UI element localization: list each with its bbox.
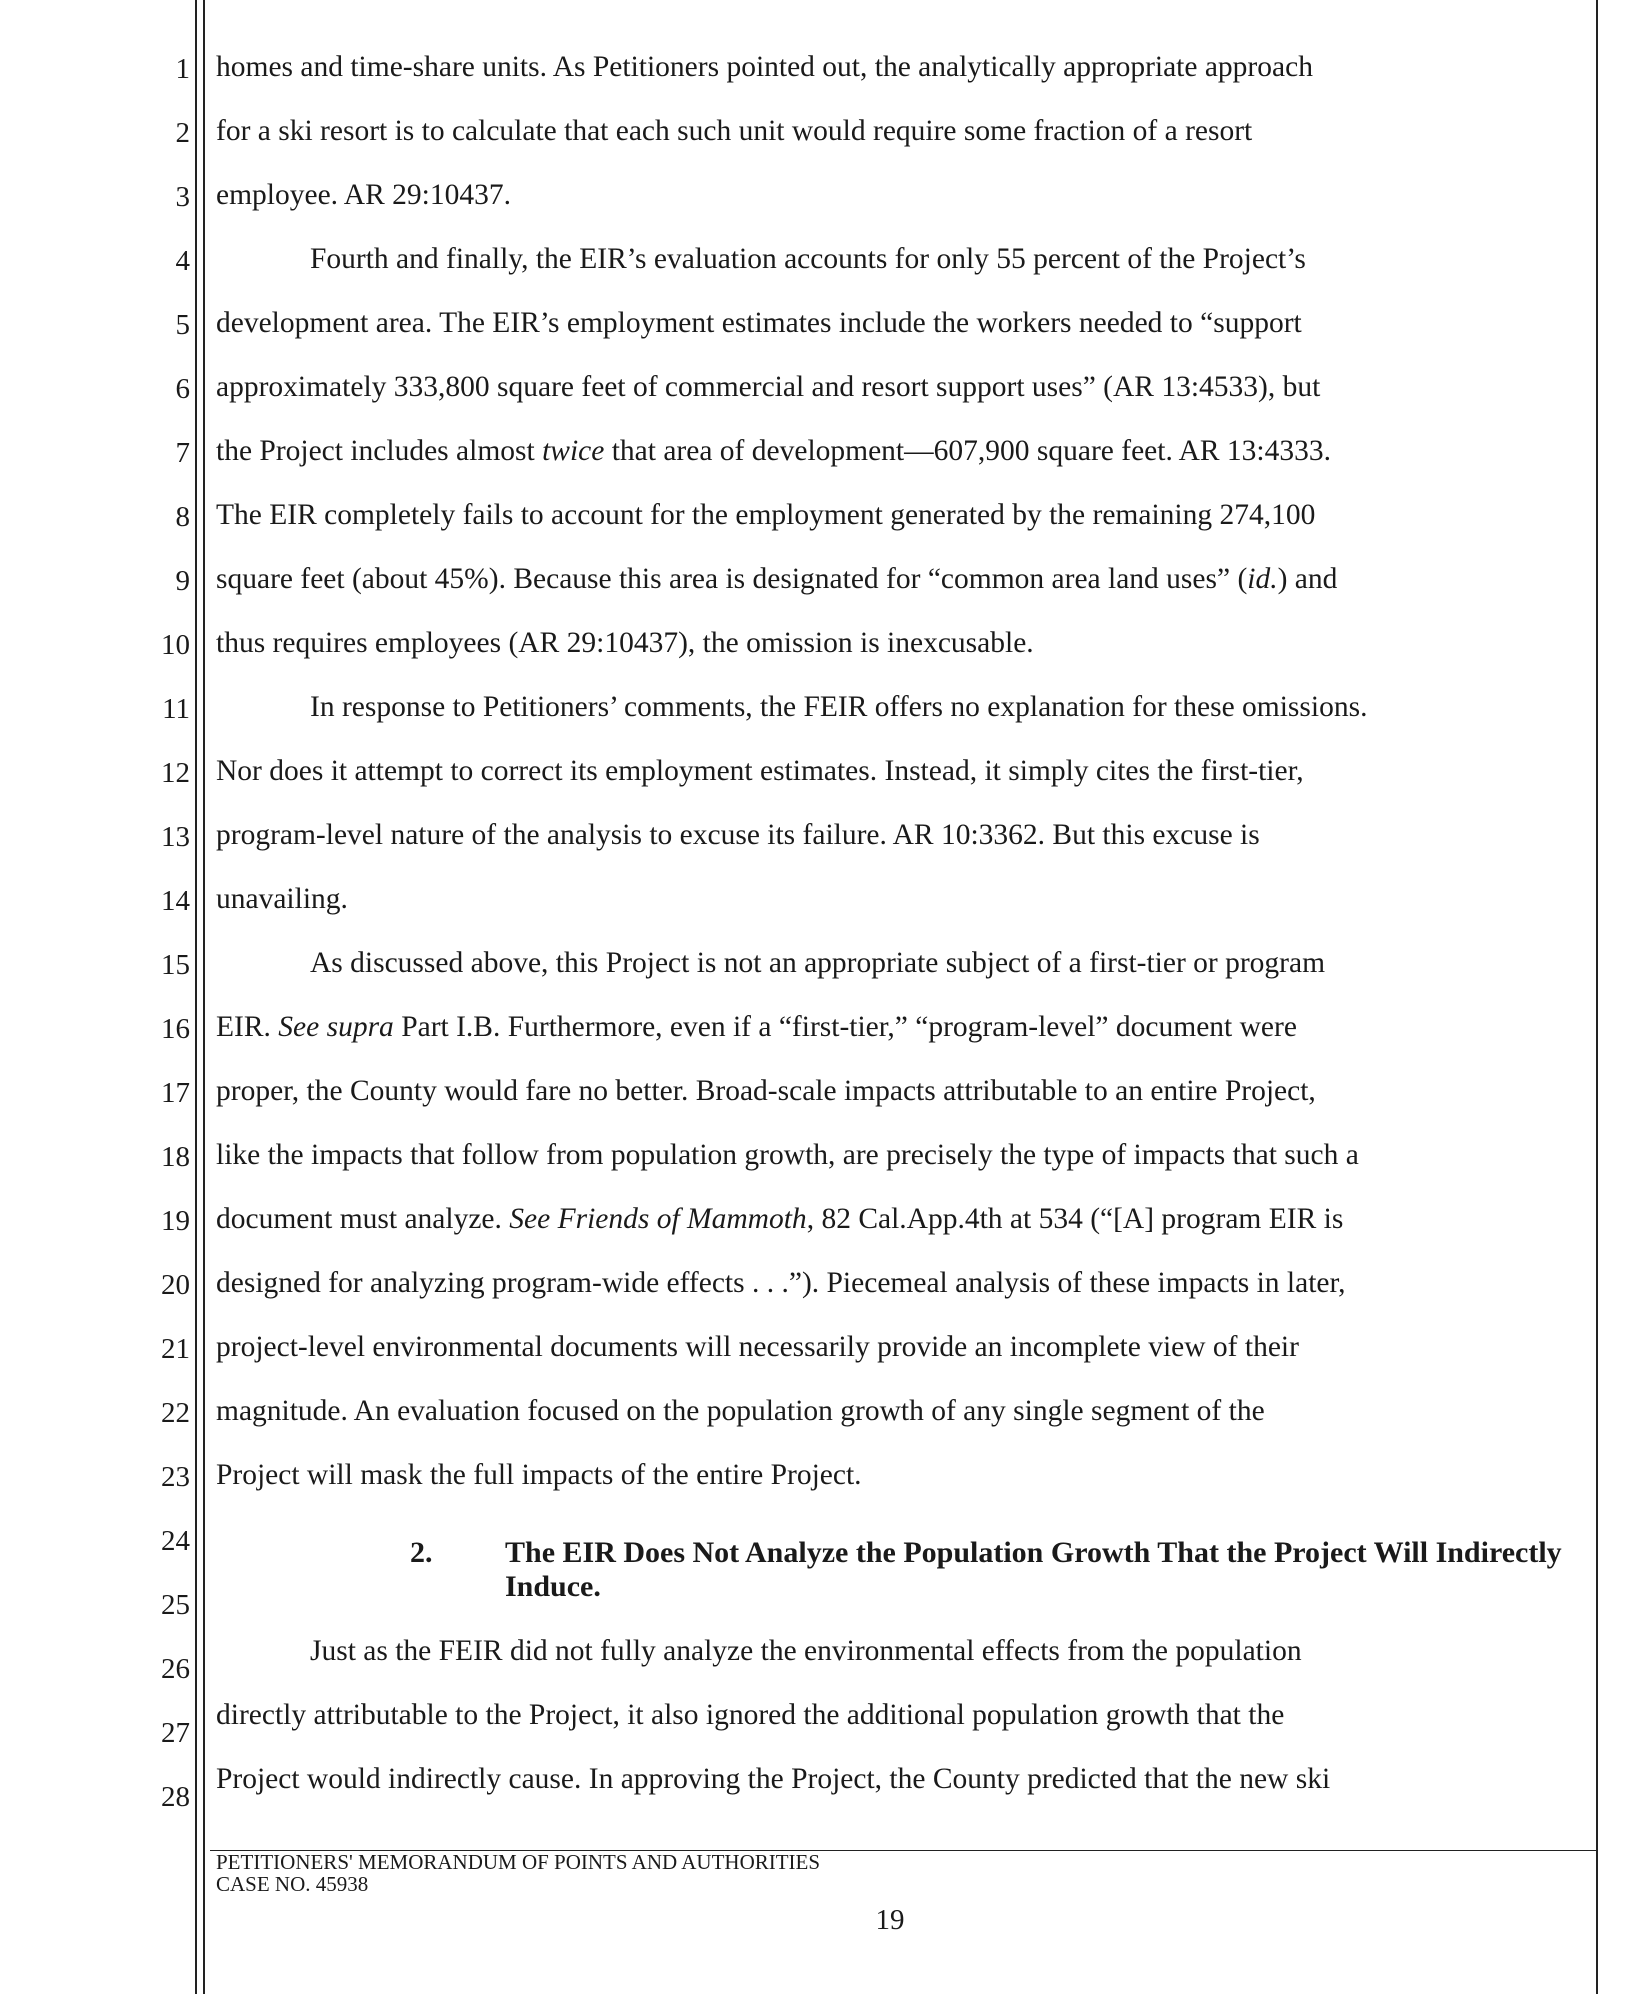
emphasis: twice bbox=[542, 435, 605, 467]
citation-italic: See supra bbox=[278, 1011, 394, 1043]
text-line bbox=[216, 562, 1337, 596]
line-number: 27 bbox=[161, 1717, 190, 1749]
text-run: Part I.B. Furthermore, even if a “first-tier,” “program-level” document were bbox=[393, 1011, 1297, 1043]
citation-italic: id. bbox=[1247, 563, 1278, 595]
section-heading: The EIR Does Not Analyze the Population Growth That the Project Will Indirectly Induce. bbox=[505, 1536, 1562, 1603]
line-number: 11 bbox=[162, 693, 190, 725]
text-line: Fourth and finally, the EIR’s evaluation accounts for only 55 percent of the Project’s bbox=[310, 243, 1306, 275]
line-number: 25 bbox=[161, 1589, 190, 1621]
left-margin-rule-inner bbox=[203, 0, 205, 1994]
line-number: 1 bbox=[175, 53, 190, 85]
line-number: 18 bbox=[161, 1141, 190, 1173]
line-number: 26 bbox=[161, 1653, 190, 1685]
line-number: 9 bbox=[175, 565, 190, 597]
text-line: designed for analyzing program-wide effects . . .”). Piecemeal analysis of these impacts in later, bbox=[216, 1267, 1346, 1299]
citation-italic: See Friends of Mammoth bbox=[509, 1203, 807, 1235]
line-number: 14 bbox=[161, 885, 190, 917]
line-number: 7 bbox=[175, 437, 190, 469]
text-line: As discussed above, this Project is not an appropriate subject of a first-tier or program bbox=[310, 947, 1326, 979]
line-number: 2 bbox=[175, 117, 190, 149]
line-number: 12 bbox=[161, 757, 190, 789]
line-number: 21 bbox=[161, 1333, 190, 1365]
left-margin-rule bbox=[195, 0, 197, 1994]
text-run: the Project includes almost bbox=[216, 435, 543, 467]
section-number: 2. bbox=[410, 1536, 433, 1569]
text-run: ) and bbox=[1277, 563, 1338, 595]
line-number: 13 bbox=[161, 821, 190, 853]
text-line: for a ski resort is to calculate that each such unit would require some fraction of a resort bbox=[216, 115, 1253, 147]
text-line: project-level environmental documents will necessarily provide an incomplete view of their bbox=[216, 1331, 1299, 1363]
text-line: Project will mask the full impacts of the entire Project. bbox=[216, 1459, 862, 1491]
text-line: In response to Petitioners’ comments, the FEIR offers no explanation for these omissions. bbox=[310, 691, 1368, 723]
line-number: 16 bbox=[161, 1013, 190, 1045]
text-run: square feet (about 45%). Because this area is designated for “common area land uses” ( bbox=[216, 563, 1248, 595]
text-line: unavailing. bbox=[216, 883, 348, 915]
footer-title: PETITIONERS' MEMORANDUM OF POINTS AND AUTHORITIES bbox=[216, 1850, 821, 1874]
text-line: approximately 333,800 square feet of commercial and resort support uses” (AR 13:4533), but bbox=[216, 371, 1321, 403]
line-number: 28 bbox=[161, 1781, 190, 1813]
text-line: directly attributable to the Project, it also ignored the additional population growth that the bbox=[216, 1699, 1285, 1731]
line-number: 24 bbox=[161, 1525, 190, 1557]
line-number: 19 bbox=[161, 1205, 190, 1237]
text-line bbox=[216, 1010, 1297, 1044]
text-line: thus requires employees (AR 29:10437), the omission is inexcusable. bbox=[216, 627, 1034, 659]
text-line: program-level nature of the analysis to excuse its failure. AR 10:3362. But this excuse is bbox=[216, 819, 1260, 851]
text-line: Just as the FEIR did not fully analyze the environmental effects from the population bbox=[310, 1635, 1302, 1667]
line-number: 3 bbox=[175, 181, 190, 213]
line-number: 20 bbox=[161, 1269, 190, 1301]
line-number: 22 bbox=[161, 1397, 190, 1429]
page-number: 19 bbox=[875, 1904, 905, 1936]
line-number: 23 bbox=[161, 1461, 190, 1493]
line-number: 10 bbox=[161, 629, 190, 661]
text-line: Project would indirectly cause. In approving the Project, the County predicted that the new ski bbox=[216, 1763, 1331, 1795]
line-number: 8 bbox=[175, 501, 190, 533]
text-run: document must analyze. bbox=[216, 1203, 510, 1235]
text-line: employee. AR 29:10437. bbox=[216, 179, 511, 211]
line-number: 15 bbox=[161, 949, 190, 981]
text-line bbox=[216, 1202, 1343, 1236]
line-number: 17 bbox=[161, 1077, 190, 1109]
right-margin-rule bbox=[1596, 0, 1598, 1994]
text-line: magnitude. An evaluation focused on the population growth of any single segment of the bbox=[216, 1395, 1265, 1427]
text-line: Nor does it attempt to correct its employment estimates. Instead, it simply cites the first-tier, bbox=[216, 755, 1304, 787]
text-line bbox=[216, 434, 1331, 468]
text-run: , 82 Cal.App.4th at 534 (“[A] program EIR is bbox=[806, 1203, 1344, 1235]
line-number: 5 bbox=[175, 309, 190, 341]
text-line: proper, the County would fare no better. Broad-scale impacts attributable to an entire Project, bbox=[216, 1075, 1316, 1107]
text-run: EIR. bbox=[216, 1011, 279, 1043]
text-line: like the impacts that follow from population growth, are precisely the type of impacts that such a bbox=[216, 1139, 1359, 1171]
case-number: CASE NO. 45938 bbox=[216, 1872, 369, 1896]
line-number: 4 bbox=[175, 245, 190, 277]
text-line: homes and time-share units. As Petitioners pointed out, the analytically appropriate approach bbox=[216, 51, 1313, 83]
text-line: development area. The EIR’s employment estimates include the workers needed to “support bbox=[216, 307, 1302, 339]
text-line: The EIR completely fails to account for the employment generated by the remaining 274,100 bbox=[216, 499, 1316, 531]
line-number: 6 bbox=[175, 373, 190, 405]
text-run: that area of development—607,900 square feet. AR 13:4333. bbox=[604, 435, 1331, 467]
